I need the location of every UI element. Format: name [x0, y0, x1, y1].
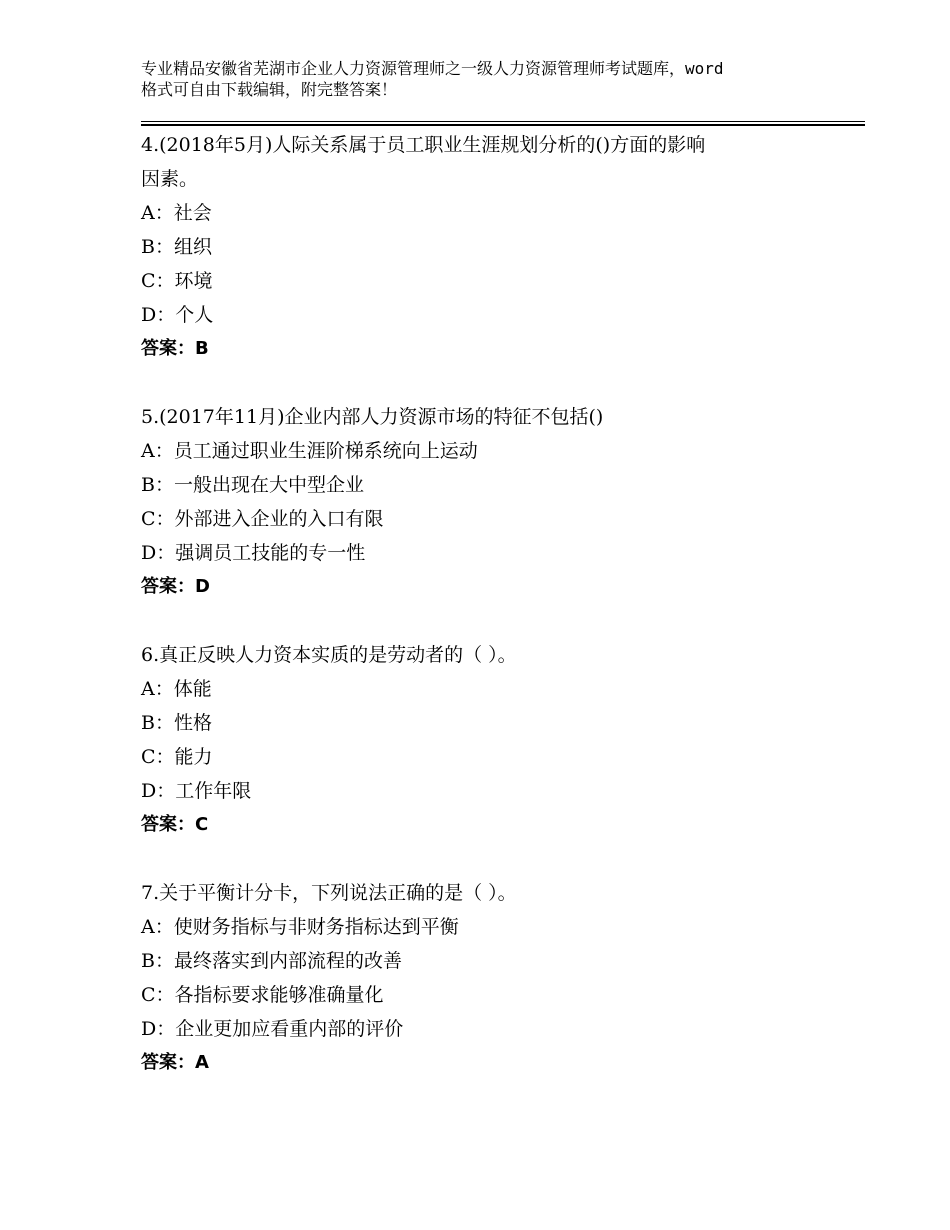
spacer [141, 604, 841, 638]
spacer [141, 366, 841, 400]
option-d: D：个人 [141, 304, 214, 326]
header-divider-thin [141, 121, 865, 122]
document-header [141, 58, 841, 100]
option-c: C：各指标要求能够准确量化 [141, 984, 384, 1006]
question-stem: 7.关于平衡计分卡，下列说法正确的是（ ）。 [141, 882, 517, 904]
option-c: C：环境 [141, 270, 213, 292]
answer: 答案：B [141, 338, 209, 359]
option-a: A：员工通过职业生涯阶梯系统向上运动 [141, 440, 478, 462]
question-4 [141, 128, 841, 366]
option-b: B：性格 [141, 712, 212, 734]
question-5 [141, 400, 841, 604]
option-d: D：企业更加应看重内部的评价 [141, 1018, 404, 1040]
header-divider-thick [141, 124, 865, 126]
answer: 答案：C [141, 814, 209, 835]
header-line-2: 格式可自由下载编辑，附完整答案！ [141, 80, 398, 99]
option-c: C：能力 [141, 746, 213, 768]
answer: 答案：A [141, 1052, 209, 1073]
question-stem: 4.(2018年5月)人际关系属于员工职业生涯规划分析的()方面的影响 [141, 134, 706, 156]
option-c: C：外部进入企业的入口有限 [141, 508, 384, 530]
option-a: A：体能 [141, 678, 212, 700]
header-line-1: 专业精品安徽省芜湖市企业人力资源管理师之一级人力资源管理师考试题库，word [141, 59, 724, 78]
option-b: B：组织 [141, 236, 212, 258]
spacer [141, 842, 841, 876]
option-b: B：一般出现在大中型企业 [141, 474, 364, 496]
option-a: A：使财务指标与非财务指标达到平衡 [141, 916, 459, 938]
option-d: D：工作年限 [141, 780, 252, 802]
question-stem: 因素。 [141, 168, 199, 190]
answer: 答案：D [141, 576, 210, 597]
option-a: A：社会 [141, 202, 212, 224]
question-6 [141, 638, 841, 842]
question-list [141, 128, 841, 1080]
question-stem: 6.真正反映人力资本实质的是劳动者的（ ）。 [141, 644, 517, 666]
question-stem: 5.(2017年11月)企业内部人力资源市场的特征不包括() [141, 406, 604, 428]
option-b: B：最终落实到内部流程的改善 [141, 950, 402, 972]
question-7 [141, 876, 841, 1080]
option-d: D：强调员工技能的专一性 [141, 542, 366, 564]
